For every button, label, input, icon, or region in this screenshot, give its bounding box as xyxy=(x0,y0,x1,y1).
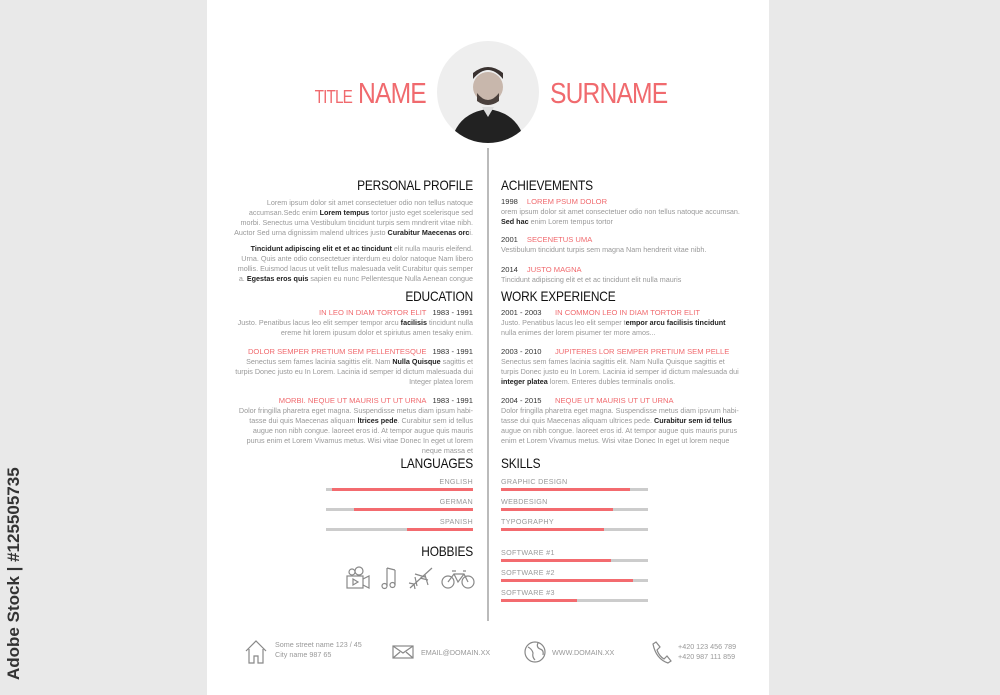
section-heading: ACHIEVEMENTS xyxy=(501,177,593,193)
bold-text: integer platea xyxy=(501,377,548,386)
text-segment: . Curabitur sem id tellus augue non nibh congue. laoreet eros id. At tempor augue quis mauris purus enim et Lorem Vivamus metus. Wisi vitae Donec In eget ut lorem neque massa et xyxy=(246,416,473,455)
skill-bar-fill xyxy=(354,508,473,511)
skill-bar-fill xyxy=(501,508,613,511)
item-title: JUSTO MAGNA xyxy=(526,265,582,274)
bold-text: ltrices pede xyxy=(357,416,398,425)
skill-item xyxy=(326,477,473,491)
skill-label: GRAPHIC DESIGN xyxy=(501,477,568,486)
text-segment: sagittis et turpis Donec justo eu In Lorem. Lacinia id semper id dictum malesuada dui Integer platea lorem xyxy=(235,357,473,386)
paragraph xyxy=(233,406,473,456)
text-segment: Dolor fringilla pharetra eget magna. Suspendisse metus diam ipsvum habi-tasse dui quis Maecenas aliquam ultrices pede. xyxy=(501,406,739,425)
item-title: JUPITERES LOR SEMPER PRETIUM SEM PELLE xyxy=(555,347,730,356)
item-title: NEQUE UT MAURIS UT UT URNA xyxy=(555,396,674,405)
paragraph xyxy=(233,357,473,387)
website-link[interactable]: WWW.DOMAIN.XX xyxy=(552,648,615,657)
years: 1983 - 1991 xyxy=(432,396,473,405)
paragraph xyxy=(233,244,473,284)
first-name: NAME xyxy=(358,78,426,110)
text-segment: nulla enimes der lorem pisumer ter more amos... xyxy=(501,328,656,337)
title-name xyxy=(315,78,426,111)
skill-label: WEBDESIGN xyxy=(501,497,548,506)
avatar xyxy=(437,41,539,143)
skill-bar xyxy=(501,508,648,511)
bold-text: Curabitur sem id tellus xyxy=(654,416,732,425)
year: 1998 xyxy=(501,197,518,206)
year: 2001 xyxy=(501,235,518,244)
skill-label: ENGLISH xyxy=(439,477,473,486)
education-section xyxy=(233,288,473,464)
bold-text: Lorem tempus xyxy=(319,208,370,217)
skill-label: SOFTWARE #2 xyxy=(501,568,555,577)
section-heading: SKILLS xyxy=(501,455,541,471)
paragraph xyxy=(501,406,741,446)
phone-icon xyxy=(652,640,672,664)
phone-1: +420 123 456 789 xyxy=(678,642,737,651)
education-item xyxy=(233,395,473,456)
skill-label: SOFTWARE #1 xyxy=(501,548,555,557)
section-heading: PERSONAL PROFILE xyxy=(357,177,473,193)
section-heading: EDUCATION xyxy=(405,288,473,304)
item-header xyxy=(501,196,741,207)
section-heading: WORK EXPERIENCE xyxy=(501,288,616,304)
paragraph xyxy=(501,275,741,285)
skill-label: GERMAN xyxy=(439,497,473,506)
text-segment: Senectus sem fames lacinia sagittis elit. Nam xyxy=(246,357,393,366)
paragraph xyxy=(501,357,741,387)
text-segment: tortor justo eget scelerisque sed morbi. Senectus urna Vestibulum tincidunt turpis sem mndrerit vitae nibh. Auctor Sed urna dignissim malend ultrices justo xyxy=(234,208,473,237)
bold-text: empor arcu facilisis tincidunt xyxy=(625,318,726,327)
item-header xyxy=(501,234,741,245)
hobbies-section xyxy=(326,543,473,559)
skill-label: TYPOGRAPHY xyxy=(501,517,554,526)
text-segment: Senectus sem fames lacinia sagittis elit. Nam Nulla Quisque sagittis et turpis Donec justo eu In Lorem. Lacinia id semper id dictum malesuada dui xyxy=(501,357,739,376)
achievement-item xyxy=(501,234,741,255)
section-heading: HOBBIES xyxy=(421,543,473,559)
bold-text: Sed hac xyxy=(501,217,529,226)
surname: SURNAME xyxy=(550,78,668,110)
text-segment: elit nulla mauris eleifend. Urna. Quis ante odio consectetuer interdum eu dolor natoque Nam libero mollis. Euismod lacus ut velit tellus malesuada velit Curabitur quis semper a. xyxy=(237,244,473,283)
globe-icon xyxy=(524,641,546,663)
years: 1983 - 1991 xyxy=(432,347,473,356)
skill-bar-fill xyxy=(501,559,611,562)
skill-bar-fill xyxy=(407,528,473,531)
skill-bar-fill xyxy=(501,488,630,491)
home-icon xyxy=(244,639,268,665)
years: 2004 - 2015 xyxy=(501,396,542,405)
text-segment: Dolor fringilla pharetra eget magna. Suspendisse metus diam ipsum habi-tasse dui quis Maecenas aliquam xyxy=(238,406,473,425)
email-icon xyxy=(392,645,414,659)
skill-item xyxy=(501,517,648,531)
years: 1983 - 1991 xyxy=(432,308,473,317)
text-segment: Vestibulum tincidunt turpis sem magna Nam hendrerit vitae nibh. xyxy=(501,245,707,254)
phone-2: +420 987 111 859 xyxy=(678,652,736,661)
item-title: IN COMMON LEO IN DIAM TORTOR ELIT xyxy=(555,308,701,317)
text-segment: Lorem ipsum dolor sit amet consectetuer odio non tellus natoque accumsan.Sedc enim xyxy=(248,198,473,217)
skill-item xyxy=(501,497,648,511)
address-line-2: City name 987 65 xyxy=(275,650,332,659)
achievement-item xyxy=(501,196,741,227)
bicycle-icon xyxy=(442,571,474,588)
skill-item xyxy=(501,588,648,602)
skill-bar-fill xyxy=(501,528,604,531)
airplane-icon xyxy=(409,568,432,589)
skill-item xyxy=(501,477,648,491)
text-segment: tincidunt nulla ereme hit lorem ipusum dolor et spiriutus amen tesaky enim. xyxy=(280,318,473,337)
skill-bar xyxy=(501,528,648,531)
bold-text: Curabitur Maecenas orc xyxy=(387,228,470,237)
skill-bar xyxy=(501,488,648,491)
item-title: SECENETUS UMA xyxy=(526,235,593,244)
years: 2003 - 2010 xyxy=(501,347,542,356)
paragraph xyxy=(501,207,741,227)
skill-label: SOFTWARE #3 xyxy=(501,588,555,597)
skill-bar xyxy=(501,579,648,582)
achievements-section xyxy=(501,177,741,294)
video-camera-icon xyxy=(347,567,369,588)
work-item xyxy=(501,307,741,338)
skill-bar xyxy=(326,508,473,511)
paragraph xyxy=(233,198,473,238)
item-header xyxy=(233,395,473,406)
text-segment: orem ipsum dolor sit amet consectetuer odio non tellus natoque accumsan. xyxy=(501,207,740,216)
item-header xyxy=(233,346,473,357)
address-line-1: Some street name 123 / 45 xyxy=(275,640,362,649)
text-segment: Justo. Penatibus lacus leo elit semper t xyxy=(501,318,626,327)
skill-item xyxy=(326,497,473,511)
item-header xyxy=(501,264,741,275)
item-title: DOLOR SEMPER PRETIUM SEM PELLENTESQUE xyxy=(247,347,427,356)
work-item xyxy=(501,395,741,446)
skill-bar xyxy=(501,599,648,602)
education-item xyxy=(233,307,473,338)
skill-bar-fill xyxy=(501,599,577,602)
item-header xyxy=(501,395,741,406)
skill-item xyxy=(501,568,648,582)
years: 2001 - 2003 xyxy=(501,308,542,317)
skill-bar xyxy=(326,528,473,531)
work-item xyxy=(501,346,741,387)
skill-bar-fill xyxy=(332,488,473,491)
watermark: Adobe Stock | #125505735 xyxy=(4,467,23,680)
title-prefix: TITLE xyxy=(314,87,353,107)
item-title: IN LEO IN DIAM TORTOR ELIT xyxy=(318,308,427,317)
bold-text: facilisis xyxy=(400,318,428,327)
bold-text: Nulla Quisque xyxy=(392,357,441,366)
item-header xyxy=(233,307,473,318)
text-segment: Tincidunt adipiscing elit et et ac tincidunt elit nulla mauris xyxy=(501,275,682,284)
skill-item xyxy=(326,517,473,531)
music-note-icon xyxy=(382,568,395,589)
section-heading: LANGUAGES xyxy=(400,455,473,471)
item-header xyxy=(501,307,741,318)
year: 2014 xyxy=(501,265,518,274)
text-segment: lorem. Enteres dubles terminalis onolis. xyxy=(547,377,676,386)
text-segment: enim Lorem tempus tortor xyxy=(528,217,613,226)
text-segment: i. xyxy=(469,228,473,237)
skill-label: SPANISH xyxy=(439,517,473,526)
education-item xyxy=(233,346,473,387)
languages-section xyxy=(326,455,473,531)
column-divider xyxy=(487,148,489,621)
work-experience-section xyxy=(501,288,741,454)
paragraph xyxy=(501,318,741,338)
skill-item xyxy=(501,548,648,562)
paragraph xyxy=(501,245,741,255)
text-segment: Justo. Penatibus lacus leo elit semper tempor arcu xyxy=(237,318,401,327)
skills-section xyxy=(501,455,648,602)
bold-text: Tincidunt adipiscing elit et et ac tincidunt xyxy=(250,244,392,253)
paragraph xyxy=(233,318,473,338)
text-segment: augue on nibh congue. laoreet eros id. At tempor augue quis mauris purus enim et Lorem Vivamus metus. Wisi vitae Donec In eget ut lorem neque xyxy=(501,426,738,445)
skill-bar-fill xyxy=(501,579,633,582)
hobbies-icons xyxy=(345,566,475,592)
phone-numbers xyxy=(678,642,736,662)
achievement-item xyxy=(501,264,741,285)
skill-bar xyxy=(326,488,473,491)
email-link[interactable]: EMAIL@DOMAIN.XX xyxy=(421,648,491,657)
item-header xyxy=(501,346,741,357)
address xyxy=(275,640,362,660)
bold-text: Egestas eros quis xyxy=(246,274,309,283)
skill-bar xyxy=(501,559,648,562)
item-title: MORBI. NEQUE UT MAURIS UT UT URNA xyxy=(278,396,427,405)
text-segment: sapien eu nunc Pellentesque Nulla Aenean congue xyxy=(308,274,473,283)
personal-profile-section xyxy=(233,177,473,284)
item-title: LOREM PSUM DOLOR xyxy=(526,197,608,206)
